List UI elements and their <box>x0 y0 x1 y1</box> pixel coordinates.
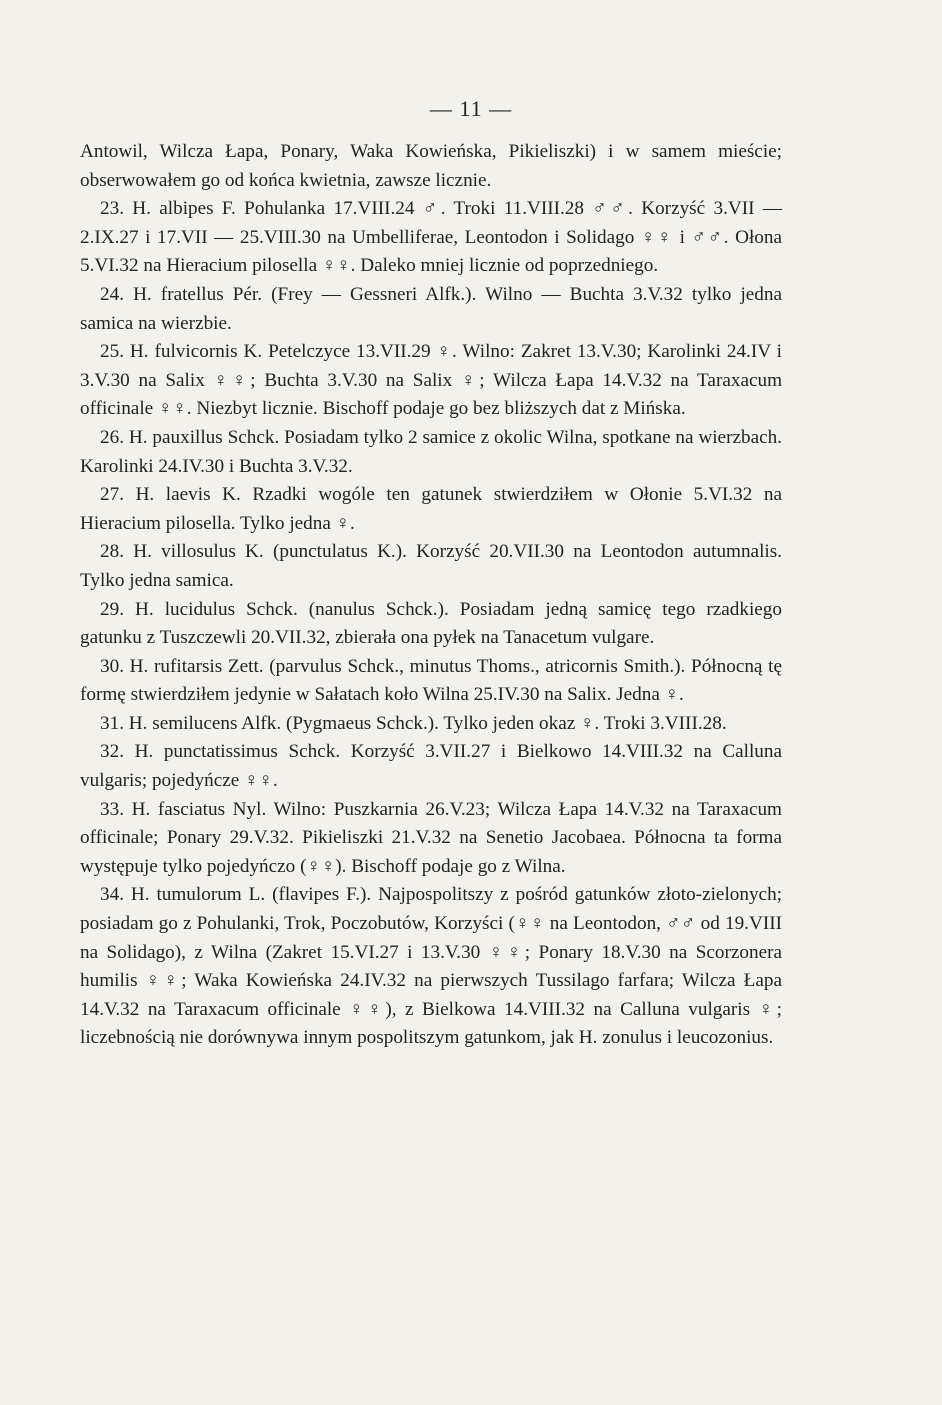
entry-29-lucidulus: 29. H. lucidulus Schck. (nanulus Schck.). Posiadam jedną samicę tego rzadkiego gatunku z Tuszczewli 20.VII.32, zbierała ona pyłek na Tanacetum vulgare. <box>80 598 782 649</box>
entry-31-semilucens: 31. H. semilucens Alfk. (Pygmaeus Schck.). Tylko jeden okaz ♀. Troki 3.VIII.28. <box>100 712 727 734</box>
entry-24-fratellus: 24. H. fratellus Pér. (Frey — Gessneri Alfk.). Wilno — Buchta 3.V.32 tylko jedna samica na wierzbie. <box>80 283 782 334</box>
entry-25-fulvicornis: 25. H. fulvicornis K. Petelczyce 13.VII.29 ♀. Wilno: Zakret 13.V.30; Karolinki 24.IV i 3.V.30 na Salix ♀♀; Buchta 3.V.30 na Salix ♀; Wilcza Łapa 14.V.32 na Taraxacum officinale ♀♀. Niezbyt licznie. Bischoff podaje go bez bliższych dat z Mińska. <box>80 341 782 420</box>
entry-33-fasciatus: 33. H. fasciatus Nyl. Wilno: Puszkarnia 26.V.23; Wilcza Łapa 14.V.32 na Taraxacum officinale; Ponary 29.V.32. Pikieliszki 21.V.32 na Senetio Jacobaea. Północna ta forma występuje tylko pojedyńczo (♀♀). Bischoff podaje go z Wilna. <box>80 798 782 877</box>
page-number: — 11 — <box>429 96 513 121</box>
paragraph-intro: Antowil, Wilcza Łapa, Ponary, Waka Kowieńska, Pikieliszki) i w samem mieście; obserwowałem go od końca kwietnia, zawsze licznie. <box>80 141 782 191</box>
text-body <box>80 138 782 1053</box>
entry-34-tumulorum: 34. H. tumulorum L. (flavipes F.). Najpospolitszy z pośród gatunków złoto-zielonych; posiadam go z Pohulanki, Trok, Poczobutów, Korzyści (♀♀ na Leontodon, ♂♂ od 19.VIII na Solidago), z Wilna (Zakret 15.VI.27 i 13.V.30 ♀♀; Ponary 18.V.30 na Scorzonera humilis ♀♀; Waka Kowieńska 24.IV.32 na pierwszych Tussilago farfara; Wilcza Łapa 14.V.32 na Taraxacum officinale ♀♀), z Bielkowa 14.VIII.32 na Calluna vulgaris ♀; liczebnością nie dorównywa innym pospolitszym gatunkom, jak H. zonulus i leucozonius. <box>80 884 782 1049</box>
entry-27-laevis: 27. H. laevis K. Rzadki wogóle ten gatunek stwierdziłem w Ołonie 5.VI.32 na Hieracium pilosella. Tylko jedna ♀. <box>80 484 782 534</box>
entry-28-villosulus: 28. H. villosulus K. (punctulatus K.). Korzyść 20.VII.30 na Leontodon autumnalis. Tylko jedna samica. <box>80 541 782 591</box>
entry-30-rufitarsis: 30. H. rufitarsis Zett. (parvulus Schck., minutus Thoms., atricornis Smith.). Północną tę formę stwierdziłem jedynie w Sałatach koło Wilna 25.IV.30 na Salix. Jedna ♀. <box>80 655 782 706</box>
entry-32-punctatissimus: 32. H. punctatissimus Schck. Korzyść 3.VII.27 i Bielkowo 14.VIII.32 na Calluna vulgaris; pojedyńcze ♀♀. <box>80 741 782 792</box>
entry-23-albipes: 23. H. albipes F. Pohulanka 17.VIII.24 ♂. Troki 11.VIII.28 ♂♂. Korzyść 3.VII — 2.IX.27 i 17.VII — 25.VIII.30 na Umbelliferae, Leontodon i Solidago ♀♀ i ♂♂. Ołona 5.VI.32 na Hieracium pilosella ♀♀. Daleko mniej licznie od poprzedniego. <box>80 198 782 277</box>
entry-26-pauxillus: 26. H. pauxillus Schck. Posiadam tylko 2 samice z okolic Wilna, spotkane na wierzbach. Karolinki 24.IV.30 i Buchta 3.V.32. <box>80 426 782 477</box>
